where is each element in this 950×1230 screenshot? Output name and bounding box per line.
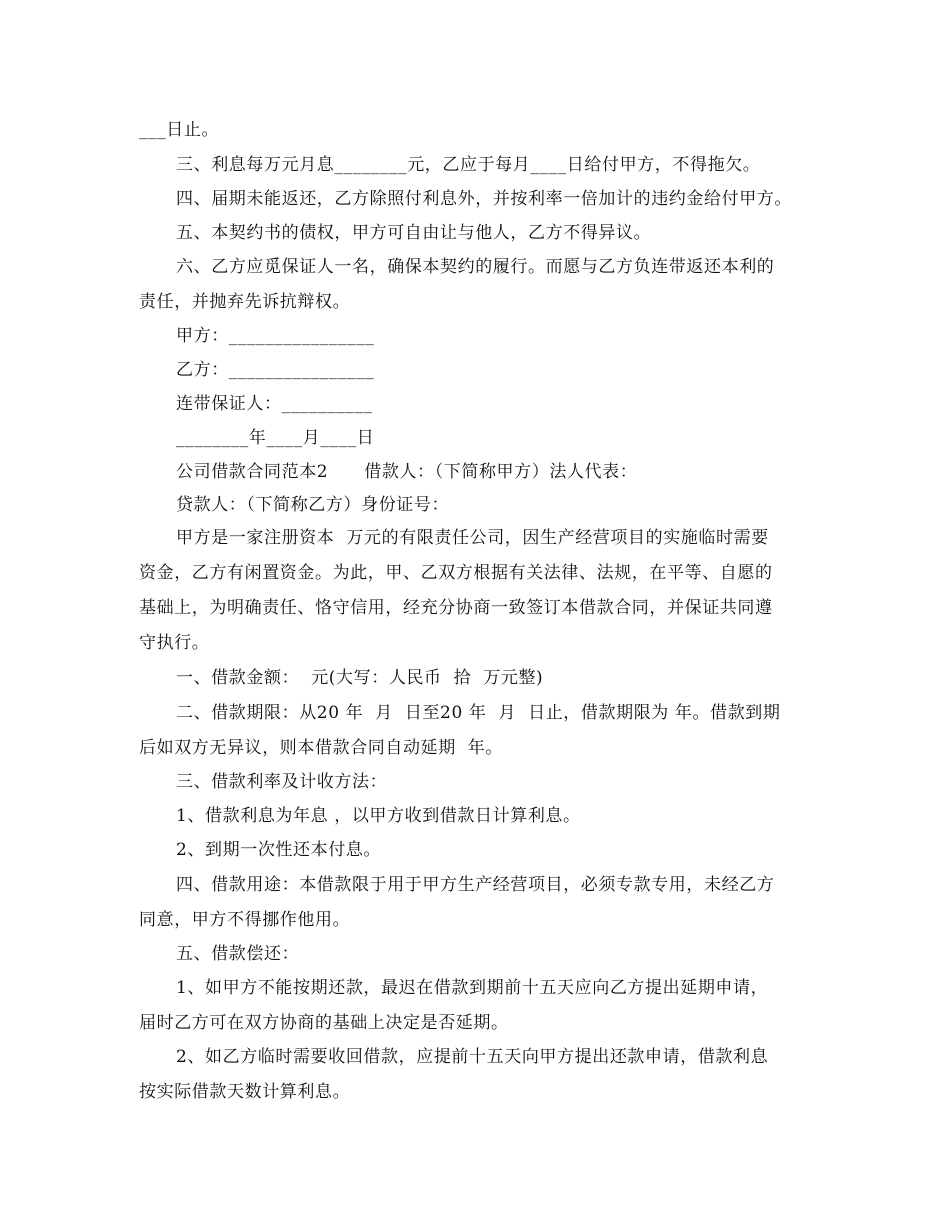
text-line: 届时乙方可在双方协商的基础上决定是否延期。 xyxy=(139,1013,509,1033)
text-line: 五、借款偿还： xyxy=(176,944,300,964)
text-line: 三、利息每万元月息________元，乙应于每月____日给付甲方，不得拖欠。 xyxy=(176,155,761,175)
text-line: 后如双方无异议，则本借款合同自动延期 年。 xyxy=(139,738,504,758)
text-line: 四、届期未能返还，乙方除照付利息外，并按利率一倍加计的违约金给付甲方。 xyxy=(176,189,792,209)
text-line: 1、如甲方不能按期还款，最迟在借款到期前十五天应向乙方提出延期申请， xyxy=(176,978,769,998)
text-line: 同意，甲方不得挪作他用。 xyxy=(139,910,351,930)
text-line: 按实际借款天数计算利息。 xyxy=(139,1082,351,1102)
text-line: 守执行。 xyxy=(139,633,210,653)
text-line: 2、如乙方临时需要收回借款，应提前十五天向甲方提出还款申请，借款利息 xyxy=(176,1047,769,1067)
text-line: 五、本契约书的债权，甲方可自由让与他人，乙方不得异议。 xyxy=(176,223,652,243)
text-line: 贷款人：（下简称乙方）身份证号： xyxy=(176,495,450,515)
text-line: ___日止。 xyxy=(139,120,220,140)
text-line: 六、乙方应觅保证人一名，确保本契约的履行。而愿与乙方负连带返还本利的 xyxy=(176,257,775,277)
text-line: 二、借款期限：从20 年 月 日至20 年 月 日止，借款期限为 年。借款到期 xyxy=(176,703,781,723)
text-line: 资金，乙方有闲置资金。为此，甲、乙双方根据有关法律、法规，在平等、自愿的 xyxy=(139,563,773,583)
text-line: 三、借款利率及计收方法： xyxy=(176,772,388,792)
text-line: 2、到期一次性还本付息。 xyxy=(176,840,382,860)
text-line: 甲方：________________ xyxy=(176,326,375,346)
text-line: 四、借款用途：本借款限于用于甲方生产经营项目，必须专款专用，未经乙方 xyxy=(176,875,775,895)
text-line: ________年____月____日 xyxy=(176,428,375,448)
text-line: 1、借款利息为年息 ，以甲方收到借款日计算利息。 xyxy=(176,806,581,826)
text-line: 连带保证人：__________ xyxy=(176,394,373,414)
text-line: 乙方：________________ xyxy=(176,360,375,380)
text-line: 基础上，为明确责任、恪守信用，经充分协商一致签订本借款合同，并保证共同遵 xyxy=(139,598,773,618)
text-line: 甲方是一家注册资本 万元的有限责任公司，因生产经营项目的实施临时需要 xyxy=(176,528,769,548)
text-line: 公司借款合同范本2 借款人：（下简称甲方）法人代表： xyxy=(176,462,638,482)
text-line: 一、借款金额： 元(大写：人民币 拾 万元整) xyxy=(176,668,544,688)
text-line: 责任，并抛弃先诉抗辩权。 xyxy=(139,292,351,312)
